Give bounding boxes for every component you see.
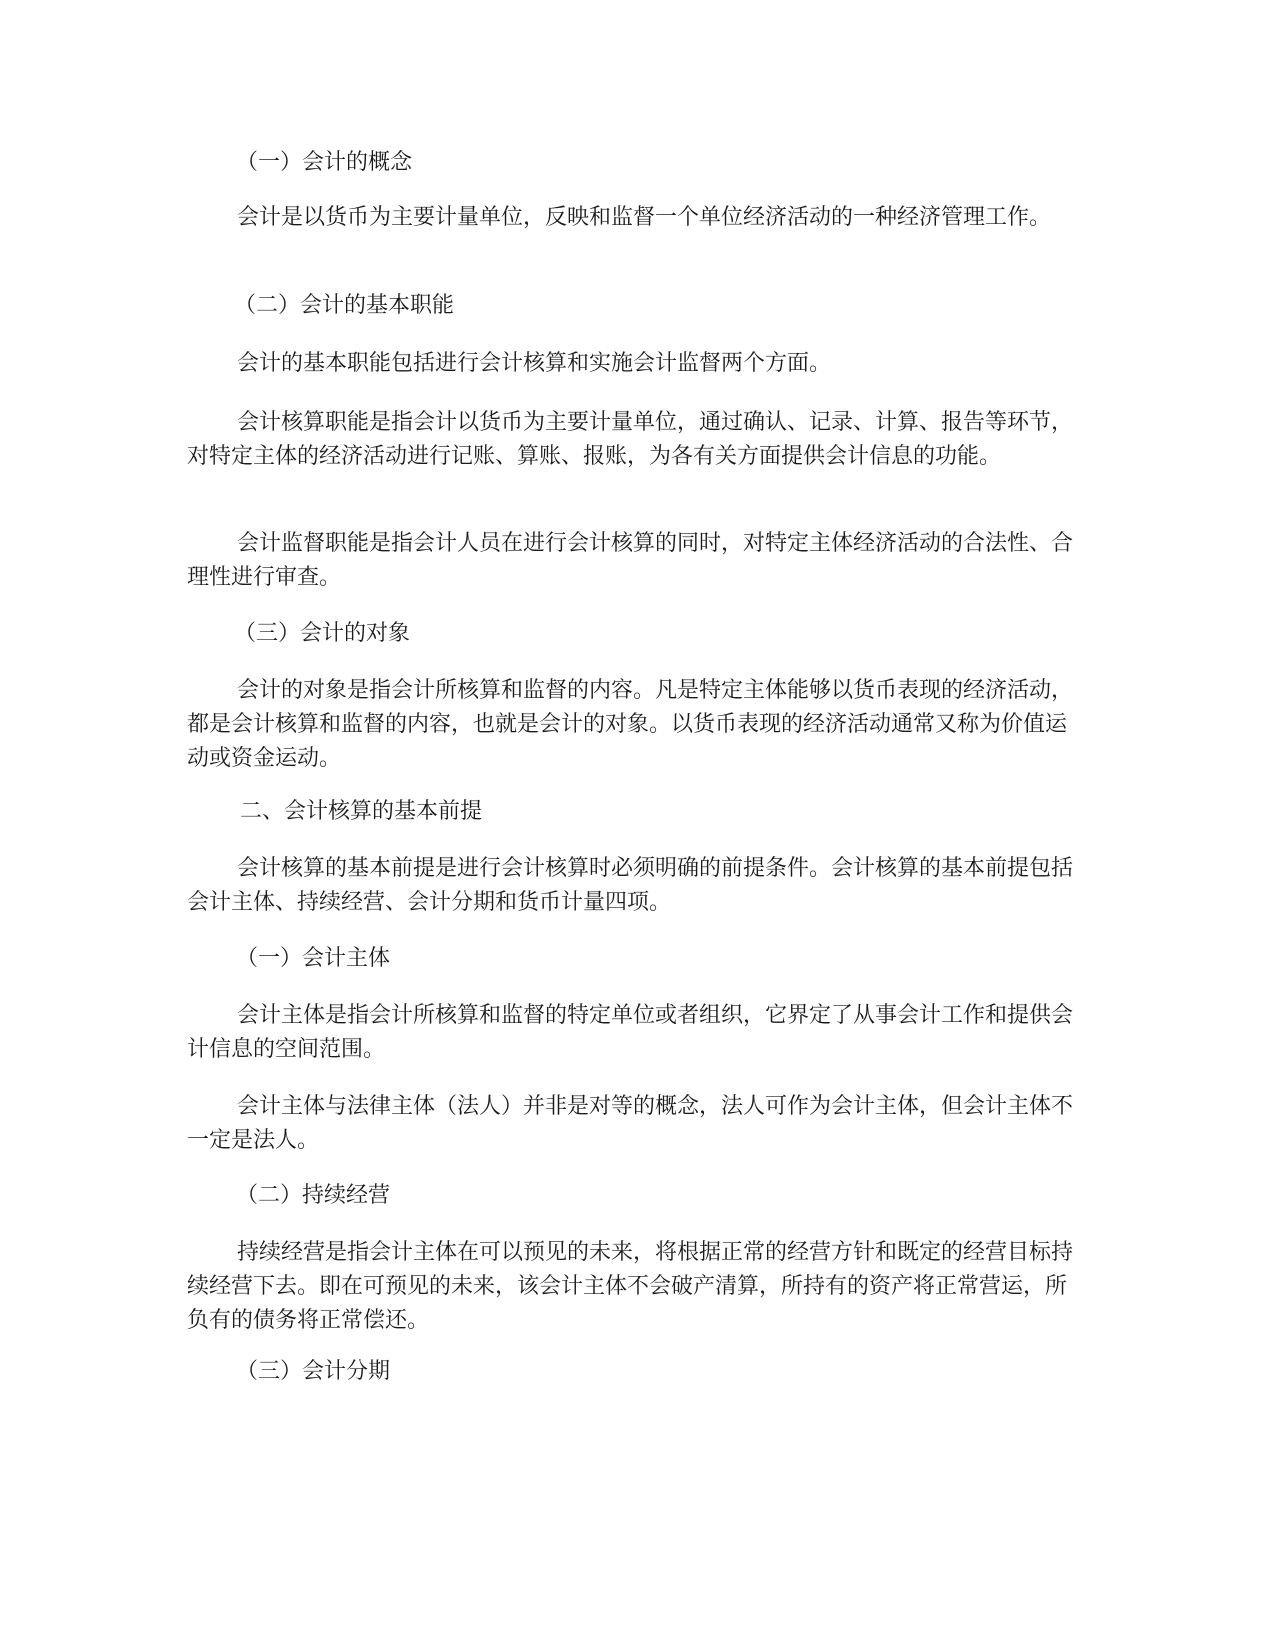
paragraph-accounting-function: 会计核算职能是指会计以货币为主要计量单位，通过确认、记录、计算、报告等环节，对特定主体的经济活动进行记账、算账、报账，为各有关方面提供会计信息的功能。: [187, 410, 1074, 469]
section-heading-entity: （一）会计主体: [236, 946, 391, 971]
paragraph-premises: 会计核算的基本前提是进行会计核算时必须明确的前提条件。会计核算的基本前提包括会计主体、持续经营、会计分期和货币计量四项。: [187, 856, 1074, 915]
paragraph-supervision-function: 会计监督职能是指会计人员在进行会计核算的同时，对特定主体经济活动的合法性、合理性进行审查。: [187, 531, 1074, 590]
section-heading-periods: （三）会计分期: [236, 1359, 391, 1384]
paragraph-entity-vs-legal: 会计主体与法律主体（法人）并非是对等的概念，法人可作为会计主体，但会计主体不一定是法人。: [187, 1094, 1074, 1153]
paragraph-concept: 会计是以货币为主要计量单位，反映和监督一个单位经济活动的一种经济管理工作。: [237, 205, 1052, 230]
paragraph-object: 会计的对象是指会计所核算和监督的内容。凡是特定主体能够以货币表现的经济活动，都是会计核算和监督的内容，也就是会计的对象。以货币表现的经济活动通常又称为价值运动或资金运动。: [187, 678, 1074, 771]
paragraph-entity: 会计主体是指会计所核算和监督的特定单位或者组织，它界定了从事会计工作和提供会计信息的空间范围。: [187, 1003, 1074, 1062]
section-heading-functions: （二）会计的基本职能: [234, 293, 455, 318]
section-heading-object: （三）会计的对象: [234, 621, 411, 646]
paragraph-functions: 会计的基本职能包括进行会计核算和实施会计监督两个方面。: [237, 351, 832, 376]
section-heading-concept: （一）会计的概念: [236, 150, 413, 175]
paragraph-going-concern: 持续经营是指会计主体在可以预见的未来，将根据正常的经营方针和既定的经营目标持续经营下去。即在可预见的未来，该会计主体不会破产清算，所持有的资产将正常营运，所负有的债务将正常偿还。: [187, 1240, 1074, 1333]
section-heading-going-concern: （二）持续经营: [236, 1183, 391, 1208]
section-heading-premises: 二、会计核算的基本前提: [240, 799, 483, 824]
